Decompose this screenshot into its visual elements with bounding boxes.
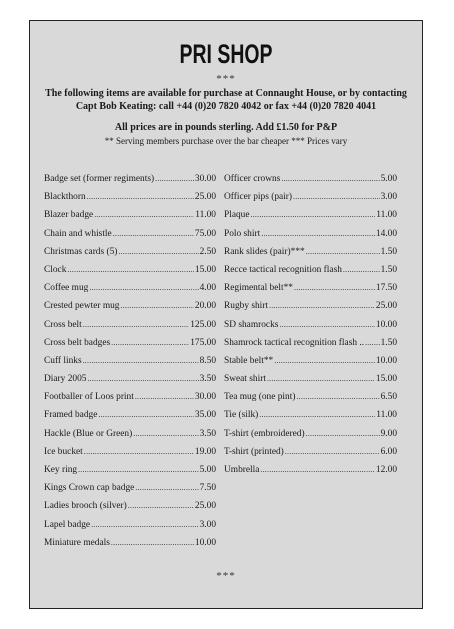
item-price: 125.00 bbox=[190, 319, 216, 330]
item-name: Miniature medals bbox=[44, 537, 110, 548]
item-price: 10.00 bbox=[375, 319, 397, 330]
price-list-item bbox=[44, 229, 216, 247]
dot-leader bbox=[261, 229, 375, 238]
footnotes: ** Serving members purchase over the bar cheaper *** Prices vary bbox=[104, 136, 348, 146]
price-list-item bbox=[224, 392, 397, 410]
item-name: Cross belt bbox=[44, 319, 82, 330]
item-name: Sweat shirt bbox=[224, 374, 266, 385]
item-price: 1.50 bbox=[380, 337, 397, 348]
item-name: Plaque bbox=[224, 210, 250, 221]
price-list-item bbox=[44, 210, 216, 228]
item-price: 8.50 bbox=[199, 355, 216, 366]
item-price: 14.00 bbox=[375, 228, 397, 239]
dot-leader bbox=[94, 210, 194, 219]
dot-leader bbox=[87, 374, 198, 383]
dot-leader bbox=[296, 392, 379, 401]
price-list-item bbox=[224, 374, 397, 392]
item-price: 5.00 bbox=[199, 465, 216, 475]
dot-leader bbox=[133, 429, 198, 438]
page-title: PRI SHOP bbox=[179, 39, 273, 69]
item-price: 3.50 bbox=[199, 374, 216, 385]
dot-leader bbox=[260, 465, 375, 474]
price-list-item bbox=[224, 210, 397, 228]
price-list-item bbox=[44, 410, 216, 428]
item-name: Recce tactical recognition flash bbox=[224, 264, 342, 275]
item-name: Stable belt** bbox=[224, 355, 274, 366]
dot-leader bbox=[78, 465, 199, 474]
item-name: SD shamrocks bbox=[224, 319, 279, 330]
dot-leader bbox=[279, 320, 374, 329]
price-list-item bbox=[224, 265, 397, 283]
dot-leader bbox=[98, 410, 194, 419]
item-price: 1.50 bbox=[380, 246, 397, 257]
item-name: Polo shirt bbox=[224, 228, 261, 239]
dot-leader bbox=[269, 301, 375, 310]
intro-line-2: Capt Bob Keating: call +44 (0)20 7820 4042 or fax +44 (0)20 7820 4041 bbox=[75, 101, 377, 112]
item-price: 12.00 bbox=[375, 465, 397, 475]
item-name: Crested pewter mug bbox=[44, 301, 120, 312]
price-list-item bbox=[224, 429, 397, 447]
bottom-stars-divider: *** bbox=[216, 570, 236, 582]
top-stars-divider: *** bbox=[216, 73, 236, 85]
price-list-item bbox=[44, 265, 216, 283]
item-name: Blackthorn bbox=[44, 192, 86, 203]
item-price: 30.00 bbox=[194, 174, 216, 184]
item-price: 7.50 bbox=[199, 483, 216, 494]
price-list-item bbox=[44, 520, 216, 538]
item-name: Clock bbox=[44, 264, 67, 275]
item-price: 17.50 bbox=[375, 283, 397, 294]
item-name: Rugby shirt bbox=[224, 301, 269, 312]
item-name: Rank slides (pair)*** bbox=[224, 246, 305, 257]
price-list-item bbox=[44, 174, 216, 192]
item-name: Coffee mug bbox=[44, 283, 89, 294]
price-list-item bbox=[44, 283, 216, 301]
dot-leader bbox=[251, 210, 376, 219]
price-list-item bbox=[44, 447, 216, 465]
item-name: T-shirt (printed) bbox=[224, 446, 284, 457]
item-price: 6.50 bbox=[380, 392, 397, 403]
dot-leader bbox=[83, 320, 189, 329]
item-price: 20.00 bbox=[194, 301, 216, 312]
item-price: 1.50 bbox=[380, 264, 397, 275]
dot-leader bbox=[128, 501, 194, 510]
price-list-item bbox=[44, 320, 216, 338]
item-price: 35.00 bbox=[194, 410, 216, 421]
item-name: Ice bucket bbox=[44, 446, 83, 457]
item-name: Framed badge bbox=[44, 410, 98, 421]
price-list-item bbox=[44, 247, 216, 265]
item-price: 6.00 bbox=[380, 446, 397, 457]
dot-leader bbox=[67, 265, 194, 274]
item-price: 3.00 bbox=[199, 519, 216, 530]
dot-leader bbox=[135, 483, 198, 492]
price-list-item bbox=[224, 338, 397, 356]
item-name: Lapel badge bbox=[44, 519, 91, 530]
price-list-item bbox=[224, 356, 397, 374]
dot-leader bbox=[113, 229, 194, 238]
dot-leader bbox=[91, 520, 199, 529]
price-list-item bbox=[224, 320, 397, 338]
price-list-item bbox=[44, 356, 216, 374]
item-name: Shamrock tactical recognition flash .. bbox=[224, 337, 365, 348]
dot-leader bbox=[293, 192, 380, 201]
item-price: 4.00 bbox=[199, 283, 216, 294]
dot-leader bbox=[87, 192, 194, 201]
prices-note: All prices are in pounds sterling. Add £1.50 for P&P bbox=[114, 122, 338, 133]
dot-leader bbox=[83, 356, 199, 365]
item-price: 11.00 bbox=[376, 210, 397, 221]
item-name: Kings Crown cap badge bbox=[44, 483, 135, 494]
item-name: Cuff links bbox=[44, 355, 82, 366]
item-name: Hackle (Blue or Green) bbox=[44, 428, 133, 439]
price-list-item bbox=[44, 374, 216, 392]
item-name: Chain and whistle bbox=[44, 228, 112, 239]
item-price: 19.00 bbox=[194, 446, 216, 457]
dot-leader bbox=[267, 374, 375, 383]
price-list-item bbox=[44, 483, 216, 501]
item-name: T-shirt (embroidered) bbox=[224, 428, 305, 439]
dot-leader bbox=[306, 429, 380, 438]
price-list-item bbox=[44, 192, 216, 210]
price-list-item bbox=[44, 538, 216, 556]
item-name: Christmas cards (5) bbox=[44, 246, 118, 257]
price-list-item bbox=[44, 501, 216, 519]
dot-leader bbox=[84, 447, 194, 456]
price-list-item bbox=[224, 192, 397, 210]
item-price: 10.00 bbox=[375, 355, 397, 366]
item-name: Regimental belt** bbox=[224, 283, 293, 294]
price-list-item bbox=[224, 301, 397, 319]
item-name: Tea mug (one pint) bbox=[224, 392, 296, 403]
item-name: Umbrella bbox=[224, 465, 260, 475]
right-item-list bbox=[224, 174, 397, 483]
dot-leader bbox=[306, 247, 380, 256]
item-price: 11.00 bbox=[376, 410, 397, 421]
item-name: Key ring bbox=[44, 465, 78, 475]
dot-leader bbox=[118, 247, 198, 256]
item-price: 2.50 bbox=[199, 246, 216, 257]
dot-leader bbox=[285, 447, 380, 456]
dot-leader bbox=[121, 301, 194, 310]
dot-leader bbox=[135, 392, 194, 401]
item-name: Footballer of Loos print bbox=[44, 392, 134, 403]
price-list-item bbox=[224, 283, 397, 301]
item-price: 25.00 bbox=[194, 192, 216, 203]
item-name: Ladies brooch (silver) bbox=[44, 501, 127, 512]
dot-leader bbox=[365, 338, 380, 347]
dot-leader bbox=[111, 538, 194, 547]
price-list-item bbox=[224, 465, 397, 483]
dot-leader bbox=[89, 283, 198, 292]
dot-leader bbox=[274, 356, 375, 365]
item-price: 175.00 bbox=[190, 337, 216, 348]
item-price: 15.00 bbox=[194, 264, 216, 275]
price-list-page bbox=[29, 20, 423, 609]
item-price: 9.00 bbox=[380, 428, 397, 439]
intro-line-1: The following items are available for purchase at Connaught House, or by contacting bbox=[45, 88, 407, 99]
item-name: Tie (silk) bbox=[224, 410, 259, 421]
item-price: 5.00 bbox=[380, 174, 397, 184]
price-list-item bbox=[224, 247, 397, 265]
item-name: Cross belt badges bbox=[44, 337, 111, 348]
item-price: 75.00 bbox=[194, 228, 216, 239]
item-name: Badge set (former regiments) bbox=[44, 174, 155, 184]
item-price: 30.00 bbox=[194, 392, 216, 403]
price-list-item bbox=[44, 338, 216, 356]
item-price: 10.00 bbox=[194, 537, 216, 548]
item-price: 3.50 bbox=[199, 428, 216, 439]
price-list-item bbox=[224, 174, 397, 192]
item-price: 15.00 bbox=[375, 374, 397, 385]
dot-leader bbox=[259, 410, 375, 419]
item-price: 11.00 bbox=[195, 210, 216, 221]
dot-leader bbox=[343, 265, 380, 274]
dot-leader bbox=[281, 174, 379, 183]
item-price: 3.00 bbox=[380, 192, 397, 203]
price-list-item bbox=[44, 301, 216, 319]
price-list-item bbox=[224, 410, 397, 428]
price-list-item bbox=[44, 392, 216, 410]
intro-text bbox=[38, 87, 414, 113]
item-price: 25.00 bbox=[375, 301, 397, 312]
item-name: Diary 2005 bbox=[44, 374, 87, 385]
left-item-list bbox=[44, 174, 216, 556]
dot-leader bbox=[111, 338, 189, 347]
price-list-item bbox=[224, 447, 397, 465]
item-price: 25.00 bbox=[194, 501, 216, 512]
dot-leader bbox=[294, 283, 375, 292]
price-list-item bbox=[44, 465, 216, 483]
dot-leader bbox=[155, 174, 194, 183]
item-name: Blazer badge bbox=[44, 210, 94, 221]
price-list-item bbox=[224, 229, 397, 247]
item-name: Officer pips (pair) bbox=[224, 192, 293, 203]
item-name: Officer crowns bbox=[224, 174, 281, 184]
price-list-item bbox=[44, 429, 216, 447]
